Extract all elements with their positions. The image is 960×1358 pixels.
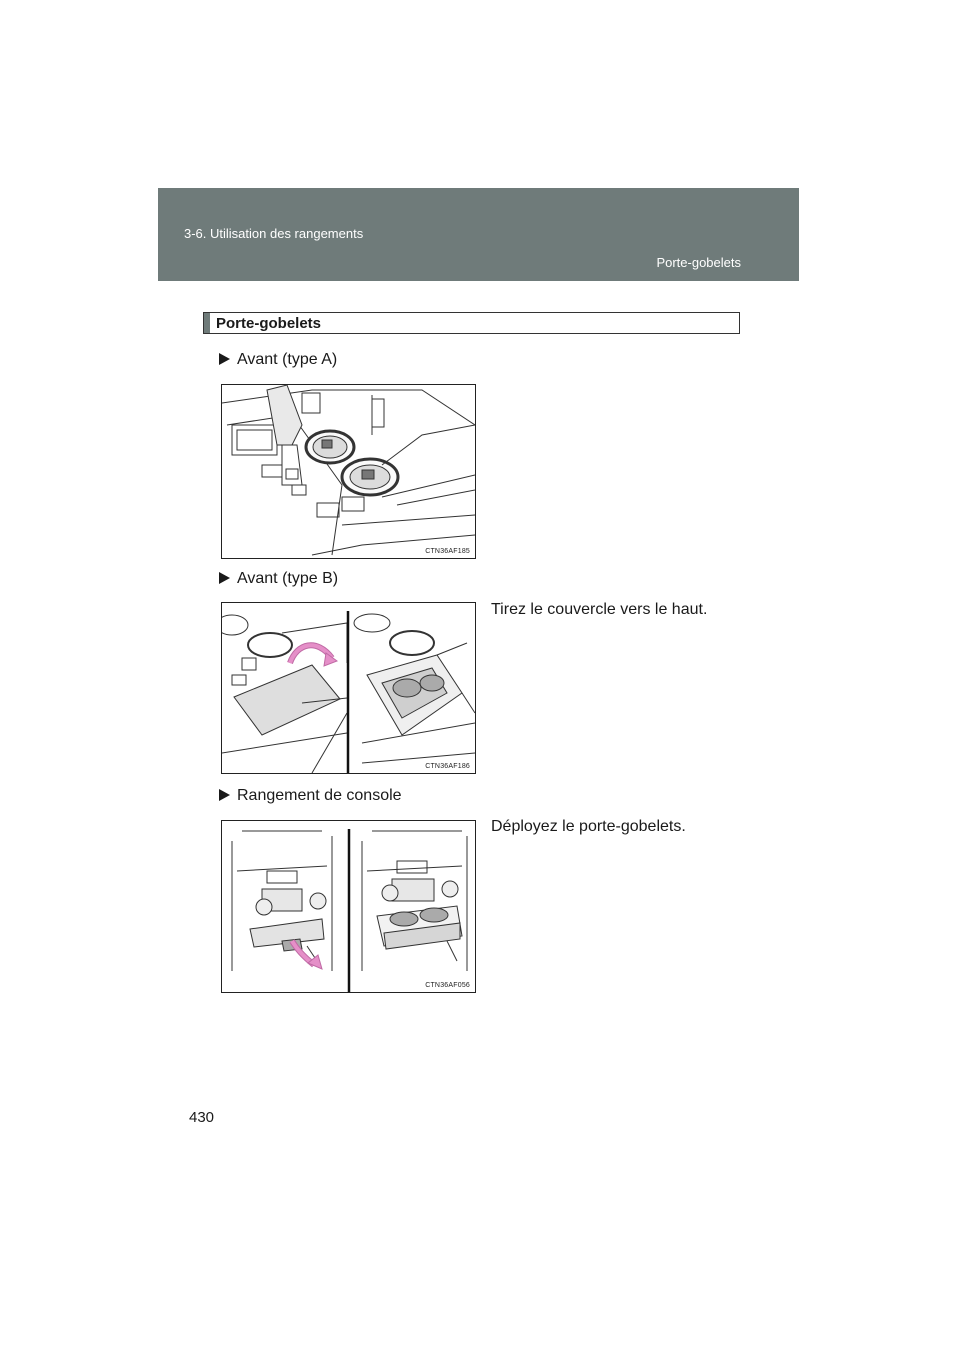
header-title: Porte-gobelets: [656, 255, 741, 270]
console-cupholder-illustration: [222, 385, 475, 558]
bullet-label: Rangement de console: [237, 787, 402, 804]
description-console: Déployez le porte-gobelets.: [491, 818, 686, 835]
topic-heading: [203, 312, 740, 334]
bullet-rangement-console: [219, 787, 402, 805]
bullet-avant-type-b: [219, 570, 338, 588]
figure-rangement-console: [221, 820, 476, 993]
figure-avant-type-b: [221, 602, 476, 774]
triangle-bullet-icon: [219, 353, 230, 365]
triangle-bullet-icon: [219, 572, 230, 584]
figure-avant-type-a: [221, 384, 476, 559]
figure-code: CTN36AF056: [425, 982, 470, 989]
description-type-b: Tirez le couvercle vers le haut.: [491, 601, 708, 618]
topic-accent-bar: [204, 313, 210, 333]
figure-code: CTN36AF186: [425, 763, 470, 770]
page-number: 430: [189, 1109, 215, 1126]
topic-title: Porte-gobelets: [216, 315, 322, 332]
section-label: 3-6. Utilisation des rangements: [184, 226, 364, 241]
triangle-bullet-icon: [219, 789, 230, 801]
rear-console-cupholder-illustration: [222, 821, 475, 992]
header-band: [158, 188, 799, 281]
bullet-label: Avant (type B): [237, 570, 339, 587]
figure-code: CTN36AF185: [425, 548, 470, 555]
bullet-label: Avant (type A): [237, 351, 338, 368]
lid-cupholder-illustration: [222, 603, 475, 773]
bullet-avant-type-a: [219, 351, 337, 369]
